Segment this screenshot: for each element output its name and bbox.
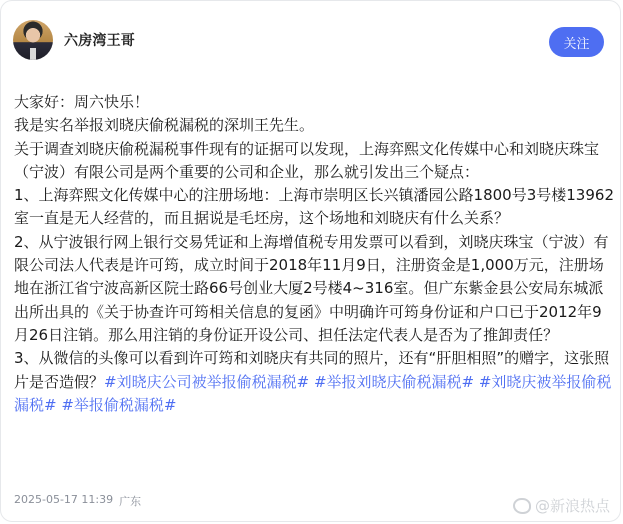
post-timestamp: 2025-05-17 11:39	[14, 493, 114, 506]
author-name[interactable]: 六房湾王哥	[64, 33, 135, 49]
post-location: 广东	[119, 495, 142, 508]
post-paragraph: 3、从微信的头像可以看到许可筠和刘晓庆有共同的照片，还有“肝胆相照”的赠字，这张照片是否造假？	[14, 349, 610, 391]
post-paragraph-with-tags	[14, 347, 614, 417]
watermark	[513, 495, 610, 516]
post-paragraph: 1、上海弈熙文化传媒中心的注册场地：上海市崇明区长兴镇潘园公路1800号3号楼13962室一直是无人经营的，而且据说是毛坯房，这个场地和刘晓庆有什么关系？	[14, 186, 614, 228]
avatar[interactable]	[13, 20, 53, 60]
post-content	[14, 91, 614, 417]
hashtag-link[interactable]: #刘晓庆被举报偷税漏税#	[14, 372, 612, 414]
post-header	[13, 19, 135, 61]
post-paragraph: 2、从宁波银行网上银行交易凭证和上海增值税专用发票可以看到，刘晓庆珠宝（宁波）有限公司法人代表是许可筠，成立时间于2018年11月9日，注册资金是1,000万元，注册场地在浙江省宁波高新区院士路66号创业大厦2号楼4~316室。但广东紫金县公安局东城派出所出具的《关于协查许可筠相关信息的复函》中明确许可筠身份证和户口已于2012年9月26日注销。那么用注销的身份证开设公司、担任法定代表人是否为了推卸责任？	[14, 232, 609, 344]
follow-button[interactable]: 关注	[549, 27, 604, 57]
post-paragraph: 我是实名举报刘晓庆偷税漏税的深圳王先生。	[14, 116, 315, 135]
watermark-text: @新浪热点	[535, 497, 611, 515]
post-paragraph: 关于调查刘晓庆偷税漏税事件现有的证据可以发现，上海弈熙文化传媒中心和刘晓庆珠宝（宁波）有限公司是两个重要的公司和企业，那么就引发出三个疑点：	[14, 139, 600, 181]
post-paragraph: 大家好：周六快乐！	[14, 93, 150, 111]
post-meta	[14, 493, 141, 509]
hashtag-link[interactable]: #举报偷税漏税#	[61, 395, 177, 414]
hashtag-link[interactable]: #举报刘晓庆偷税漏税#	[313, 372, 475, 391]
weibo-logo-icon	[513, 498, 531, 514]
hashtag-link[interactable]: #刘晓庆公司被举报偷税漏税#	[104, 372, 310, 391]
